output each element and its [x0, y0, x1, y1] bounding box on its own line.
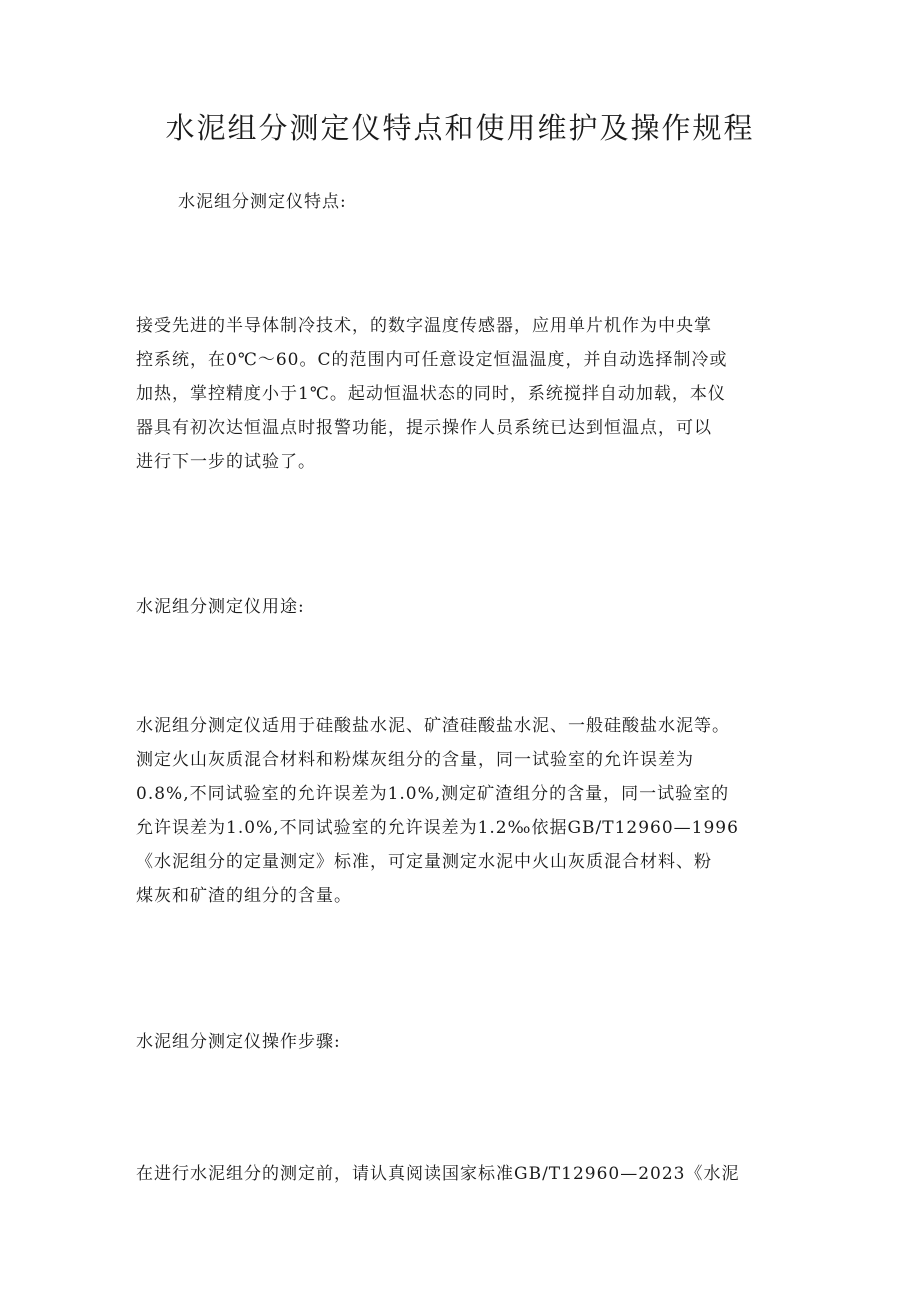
section-body-operation [136, 1157, 796, 1191]
paragraph-line: 在进行水泥组分的测定前，请认真阅读国家标准GB/T12960—2023《水泥 [136, 1164, 740, 1184]
section-heading-uses: 水泥组分测定仪用途: [136, 597, 305, 617]
paragraph-line: 《水泥组分的定量测定》标准，可定量测定水泥中火山灰质混合材料、粉 [136, 852, 712, 872]
paragraph-line: 加热，掌控精度小于1℃。起动恒温状态的同时，系统搅拌自动加载，本仪 [136, 384, 726, 404]
section-body-features [136, 309, 796, 479]
section-body-uses [136, 709, 796, 913]
document-title: 水泥组分测定仪特点和使用维护及操作规程 [165, 111, 755, 145]
paragraph-line: 煤灰和矿渣的组分的含量。 [136, 886, 352, 906]
paragraph-line: 器具有初次达恒温点时报警功能，提示操作人员系统已达到恒温点，可以 [136, 418, 712, 438]
paragraph-line: 允许误差为1.0%,不同试验室的允许误差为1.2‰依据GB/T12960—1996 [136, 818, 739, 838]
paragraph-line: 进行下一步的试验了。 [136, 452, 316, 472]
paragraph-line: 测定火山灰质混合材料和粉煤灰组分的含量，同一试验室的允许误差为 [136, 750, 694, 770]
paragraph-line: 水泥组分测定仪适用于硅酸盐水泥、矿渣硅酸盐水泥、一般硅酸盐水泥等。 [136, 716, 730, 736]
section-heading-features: 水泥组分测定仪特点: [178, 192, 347, 212]
section-heading-operation: 水泥组分测定仪操作步骤: [136, 1032, 341, 1052]
paragraph-line: 接受先进的半导体制冷技术，的数字温度传感器，应用单片机作为中央掌 [136, 316, 712, 336]
paragraph-line: 控系统，在0℃～60。C的范围内可任意设定恒温温度，并自动选择制冷或 [136, 350, 728, 370]
paragraph-line: 0.8%,不同试验室的允许误差为1.0%,测定矿渣组分的含量，同一试验室的 [136, 784, 730, 804]
